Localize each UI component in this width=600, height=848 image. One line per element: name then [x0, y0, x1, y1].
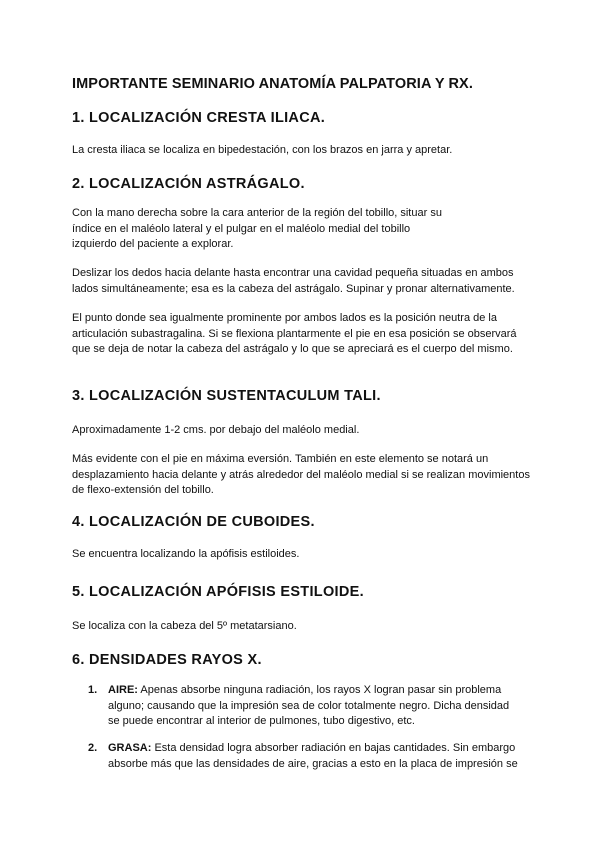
list-item-text: Esta densidad logra absorber radiación en bajas cantidades. Sin embargo absorbe más que las densidades de aire, gracias a esto en la placa de impresión se [108, 742, 518, 770]
list-item-body [108, 683, 522, 730]
list-item-number: 2. [88, 742, 98, 754]
list-item-text: Apenas absorbe ninguna radiación, los rayos X logran pasar sin problema alguno; causando que la impresión sea de color totalmente negro. Dicha densidad se puede encontrar al interior de pulmones, tubo digestivo, etc. [108, 684, 510, 727]
list-item-term: GRASA: [108, 742, 152, 754]
paragraph-cuboides: Se encuentra localizando la apófisis estiloides. [72, 548, 300, 560]
list-item-term: AIRE: [108, 684, 138, 696]
document-title: IMPORTANTE SEMINARIO ANATOMÍA PALPATORIA Y RX. [72, 76, 473, 92]
paragraph-sustentaculum-2: Más evidente con el pie en máxima eversión. También en este elemento se notará un desplazamiento hacia delante y atrás alrededor del maléolo medial si se realizan movimientos de flexo-extensión del tobillo. [72, 453, 530, 496]
paragraph-cresta-iliaca: La cresta iliaca se localiza en bipedestación, con los brazos en jarra y apretar. [72, 144, 453, 156]
section-heading-apofisis-estiloide: 5. LOCALIZACIÓN APÓFISIS ESTILOIDE. [72, 584, 364, 600]
section-heading-astragalo: 2. LOCALIZACIÓN ASTRÁGALO. [72, 176, 305, 192]
section-heading-densidades-rayos-x: 6. DENSIDADES RAYOS X. [72, 652, 262, 668]
list-item-number: 1. [88, 684, 98, 696]
list-item-body [108, 741, 522, 772]
paragraph-apofisis-estiloide: Se localiza con la cabeza del 5º metatarsiano. [72, 620, 297, 632]
paragraph-astragalo-3: El punto donde sea igualmente prominente por ambos lados es la posición neutra de la articulación subastragalina. Si se flexiona plantarmente el pie en esa posición se observará que se deja de notar la cabeza del astrágalo y lo que se apreciará es el cuerpo del mismo. [72, 312, 517, 355]
section-heading-cresta-iliaca: 1. LOCALIZACIÓN CRESTA ILIACA. [72, 110, 326, 126]
paragraph-sustentaculum-1: Aproximadamente 1-2 cms. por debajo del maléolo medial. [72, 424, 360, 436]
paragraph-astragalo-2: Deslizar los dedos hacia delante hasta encontrar una cavidad pequeña situadas en ambos lados simultáneamente; esa es la cabeza del astrágalo. Supinar y pronar alternativamente. [72, 267, 515, 295]
paragraph-astragalo-1: Con la mano derecha sobre la cara anterior de la región del tobillo, situar su índice en el maléolo lateral y el pulgar en el maléolo medial del tobillo izquierdo del paciente a explorar. [72, 207, 442, 250]
section-heading-cuboides: 4. LOCALIZACIÓN DE CUBOIDES. [72, 514, 315, 530]
section-heading-sustentaculum-tali: 3. LOCALIZACIÓN SUSTENTACULUM TALI. [72, 388, 381, 404]
